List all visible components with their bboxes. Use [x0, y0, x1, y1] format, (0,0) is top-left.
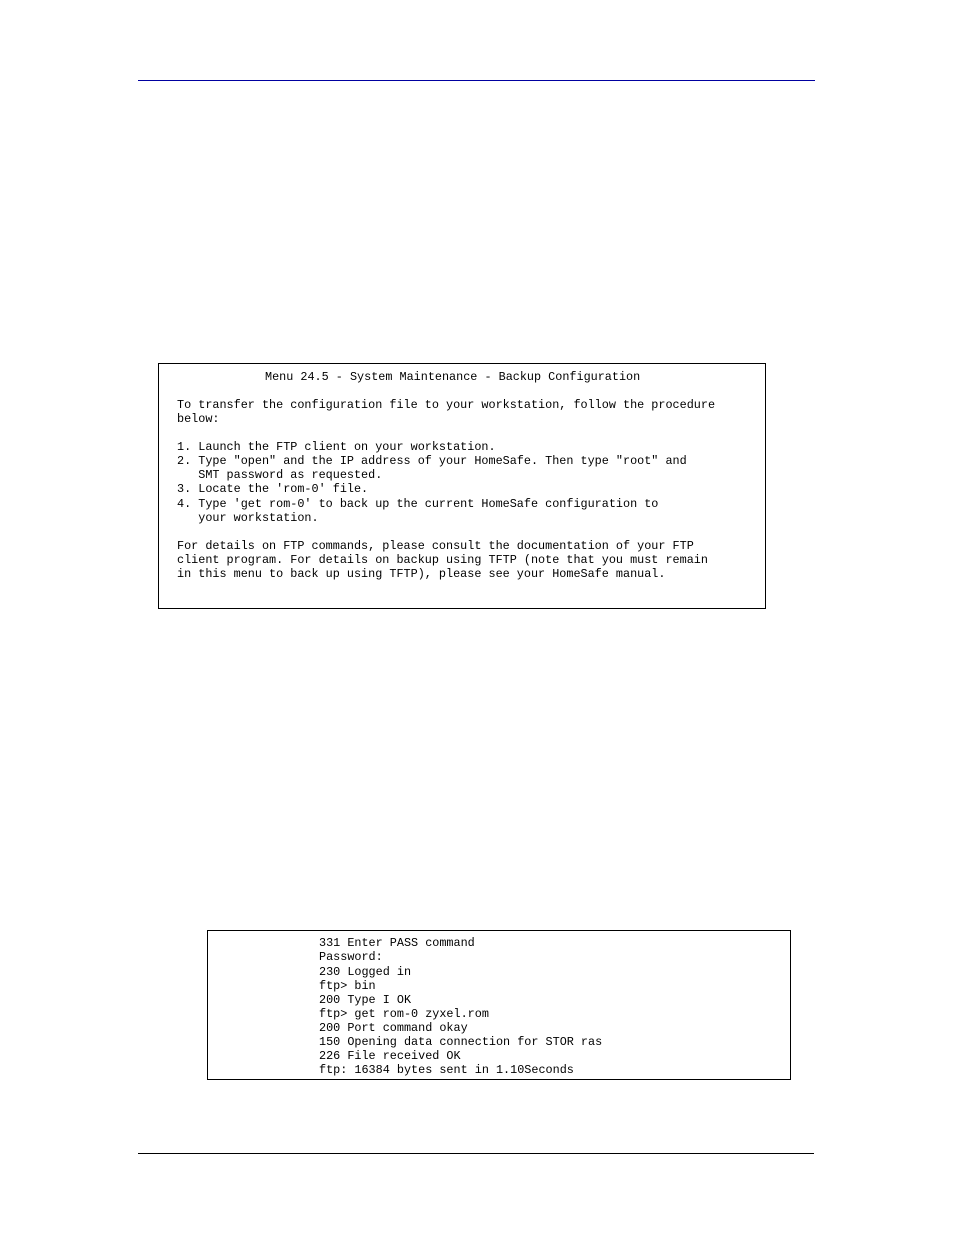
details-text-line-2: client program. For details on backup using TFTP (note that you must remain — [177, 553, 708, 567]
ftp-output-line: 200 Port command okay — [319, 1021, 468, 1035]
backup-configuration-menu-screen — [158, 363, 766, 609]
step-2-line-2: SMT password as requested. — [177, 468, 383, 482]
intro-text-line-2: below: — [177, 412, 220, 426]
details-text-line-3: in this menu to back up using TFTP), please see your HomeSafe manual. — [177, 567, 666, 581]
ftp-output-line: 331 Enter PASS command — [319, 936, 475, 950]
step-4-line-2: your workstation. — [177, 511, 319, 525]
ftp-output-line: ftp> bin — [319, 979, 376, 993]
ftp-output-line: ftp: 16384 bytes sent in 1.10Seconds — [319, 1063, 574, 1077]
ftp-output-line: Password: — [319, 950, 383, 964]
ftp-output-line: 230 Logged in — [319, 965, 412, 979]
footer-rule — [138, 1153, 814, 1154]
step-3: 3. Locate the 'rom-0' file. — [177, 482, 369, 496]
header-rule — [138, 80, 815, 81]
ftp-output-line: 150 Opening data connection for STOR ras — [319, 1035, 603, 1049]
step-2-line-1: 2. Type "open" and the IP address of your HomeSafe. Then type "root" and — [177, 454, 687, 468]
step-1: 1. Launch the FTP client on your workstation. — [177, 440, 496, 454]
details-text-line-1: For details on FTP commands, please consult the documentation of your FTP — [177, 539, 694, 553]
intro-text-line-1: To transfer the configuration file to your workstation, follow the procedure — [177, 398, 716, 412]
ftp-output-line: 226 File received OK — [319, 1049, 461, 1063]
ftp-output-line: ftp> get rom-0 zyxel.rom — [319, 1007, 489, 1021]
menu-title: Menu 24.5 - System Maintenance - Backup Configuration — [265, 370, 641, 384]
ftp-output-line: 200 Type I OK — [319, 993, 412, 1007]
step-4-line-1: 4. Type 'get rom-0' to back up the current HomeSafe configuration to — [177, 497, 659, 511]
ftp-session-output — [207, 930, 791, 1080]
